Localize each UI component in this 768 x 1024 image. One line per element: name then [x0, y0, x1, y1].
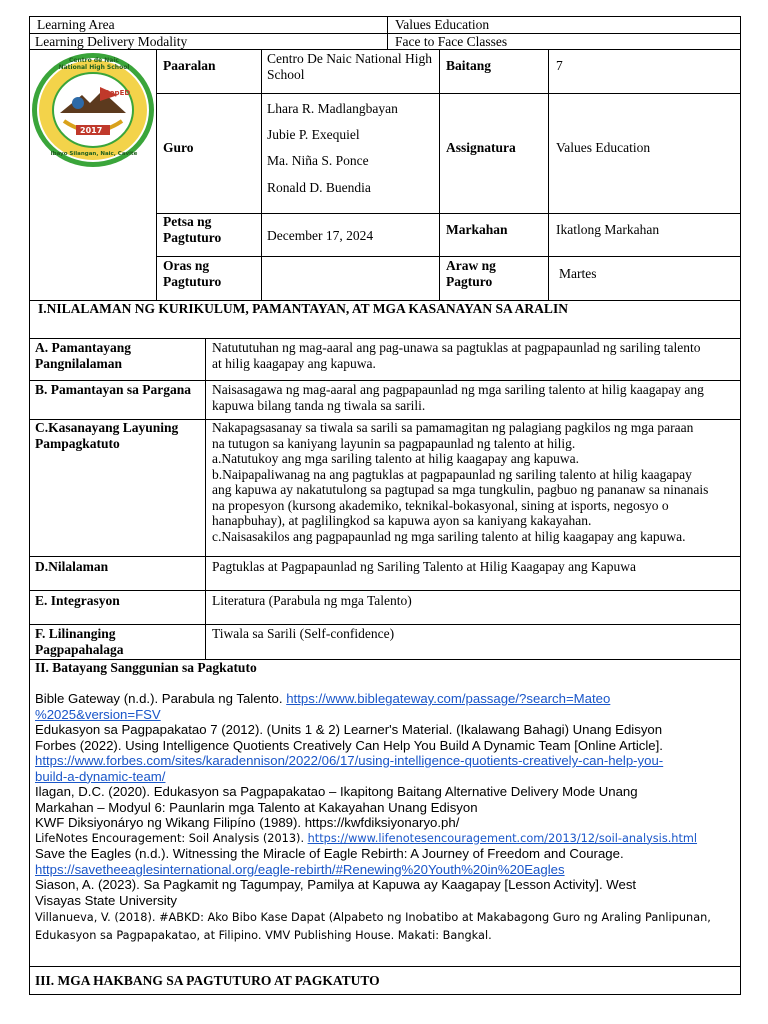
row-c-line: hanapbuhay), at paglilingkod sa kapuwa ayon sa kaniyang kakayahan. — [212, 513, 592, 528]
reference-link[interactable]: https://www.lifenotesencouragement.com/2013/12/soil-analysis.html — [307, 831, 698, 845]
learning-area-row — [29, 16, 741, 34]
school-value: Centro De Naic National High School — [267, 51, 432, 82]
row-b-label: B. Pamantayan sa Pargana — [35, 382, 192, 397]
section3-title: III. MGA HAKBANG SA PAGTUTURO AT PAGKATUTO — [35, 973, 380, 988]
logo-year: 2017 — [80, 126, 103, 135]
row-f-content: Tiwala sa Sarili (Self-confidence) — [212, 626, 395, 641]
learning-modality-value: Face to Face Classes — [395, 34, 508, 49]
learning-area-value: Values Education — [395, 17, 490, 32]
grade-label: Baitang — [446, 58, 492, 73]
row-d-content: Pagtuklas at Pagpapaunlad ng Sariling Talento at Hilig Kaagapay ang Kapuwa — [212, 559, 636, 574]
row-c-line: b.Naipapaliwanag na ang pagtuklas at pagpapaunlad ng sariling talento at hilig kaagapay — [212, 466, 692, 482]
row-a-label: A. Pamantayang Pangnilalaman — [35, 340, 132, 371]
learning-area-label: Learning Area — [37, 17, 115, 32]
quarter-value: Ikatlong Markahan — [556, 222, 660, 237]
reference-line: Visayas State University — [35, 892, 177, 908]
subject-value: Values Education — [556, 140, 651, 155]
row-b-line: Naisasagawa ng mag-aaral ang pagpapaunlad ng mga sariling talento at hilig kaagapay ang — [212, 382, 704, 397]
reference-line — [35, 769, 740, 785]
row-c-line: Nakapagsasanay sa tiwala sa sarili sa pamamagitan ng palagiang pagkilos ng mga paraan — [212, 420, 694, 435]
teacher-4: Ronald D. Buendia — [267, 180, 371, 195]
reference-line: Ilagan, D.C. (2020). Edukasyon sa Pagpapakatao – Ikapitong Baitang Alternative Delivery Mode Unang — [35, 784, 638, 799]
day-value: Martes — [559, 266, 597, 281]
row-c-label: C.Kasanayang Layuning Pampagkatuto — [35, 420, 179, 451]
row-a-content — [212, 340, 734, 372]
learning-modality-label: Learning Delivery Modality — [35, 34, 188, 49]
reference-line: Siason, A. (2023). Sa Pagkamit ng Tagumpay, Pamilya at Kapuwa ay Kaagapay [Lesson Activity]. West — [35, 877, 637, 892]
school-label: Paaralan — [163, 58, 216, 73]
section2-title: II. Batayang Sanggunian sa Pagkatuto — [35, 660, 257, 675]
teacher-label: Guro — [163, 140, 194, 155]
reference-line: Edukasyon sa Pagpapakatao 7 (2012). (Units 1 & 2) Learner's Material. (Ikalawang Bahagi) Unang Edisyon — [35, 722, 663, 737]
reference-link[interactable]: %2025&version=FSV — [35, 706, 161, 722]
quarter-label: Markahan — [446, 222, 508, 237]
logo-badge: DepED — [104, 89, 131, 97]
day-label: Araw ng Pagturo — [446, 258, 496, 289]
time-label: Oras ng Pagtuturo — [163, 258, 222, 289]
reference-line: Edukasyon sa Pagpapakatao, at Filipino. VMV Publishing House. Makati: Bangkal. — [35, 928, 492, 942]
row-c-content — [212, 420, 734, 544]
row-b-line: kapuwa bilang tanda ng tiwala sa sarili. — [212, 398, 426, 413]
grade-value: 7 — [556, 58, 563, 73]
logo-bottom-text: Ibayo Silangan, Naic, Cavite — [50, 151, 138, 157]
reference-line — [35, 707, 740, 723]
teacher-3: Ma. Niña S. Ponce — [267, 153, 369, 168]
row-c-line: c.Naisasakilos ang pagpapaunlad ng mga sariling talento at hilig kaagapay ang kapuwa. — [212, 528, 686, 544]
teacher-1: Lhara R. Madlangbayan — [267, 101, 398, 116]
row-a-line: Natututuhan ng mag-aaral ang pag-unawa sa pagtuklas at pagpapaunlad ng sariling talento — [212, 340, 701, 355]
row-f-label: F. Lilinanging Pagpapahalaga — [35, 626, 124, 657]
reference-line: Bible Gateway (n.d.). Parabula ng Talento. https://www.biblegateway.com/passage/?search=Mateo — [35, 691, 611, 706]
logo-top-text: Centro de Naic National High School — [58, 57, 130, 71]
section1-title: I.NILALAMAN NG KURIKULUM, PAMANTAYAN, AT MGA KASANAYAN SA ARALIN — [38, 301, 568, 316]
reference-line: KWF Diksiyonáryo ng Wikang Filipíno (1989). https://kwfdiksiyonaryo.ph/ — [35, 815, 460, 830]
row-c-line: na propesyon (kursong akademiko, teknikal-bokasyonal, sining at isports, negosyo o — [212, 497, 669, 513]
reference-link[interactable]: https://www.forbes.com/sites/karadennison/2022/06/17/using-intelligence-quotients-creatively-can-help-you- — [35, 753, 664, 768]
row-c-line: ang kapuwa ay nakatutulong sa pagtupad sa mga tungkulin, pagbuo ng pananaw sa ninanais — [212, 482, 709, 497]
teacher-2: Jubie P. Exequiel — [267, 127, 360, 142]
references-list — [35, 691, 740, 943]
date-label: Petsa ng Pagtuturo — [163, 214, 222, 245]
row-b-content — [212, 382, 734, 414]
date-value: December 17, 2024 — [267, 228, 374, 243]
reference-link[interactable]: https://savetheeaglesinternational.org/eagle-rebirth/#Renewing%20Youth%20in%20Eagles — [35, 861, 565, 877]
reference-line: Villanueva, V. (2018). #ABKD: Ako Bibo Kase Dapat (Alpabeto ng Inobatibo at Makabagong Guro ng Araling Panlipunan, — [35, 911, 711, 924]
reference-line: LifeNotes Encouragement: Soil Analysis (2013). https://www.lifenotesencouragement.com/2013/12/soil-analysis.html — [35, 831, 698, 845]
reference-line — [35, 753, 740, 769]
reference-link[interactable]: https://www.biblegateway.com/passage/?search=Mateo — [286, 691, 611, 706]
reference-line: Forbes (2022). Using Intelligence Quotients Creatively Can Help You Build A Dynamic Team [Online Article]. — [35, 737, 663, 753]
reference-line: Markahan – Modyul 6: Paunlarin mga Talento at Kakayahan Unang Edisyon — [35, 799, 478, 815]
row-d-label: D.Nilalaman — [35, 559, 109, 574]
row-a-line: at hilig kaagapay ang kapuwa. — [212, 356, 376, 371]
school-logo — [30, 51, 156, 169]
subject-label: Assignatura — [446, 140, 516, 155]
row-c-line: a.Natutukoy ang mga sariling talento at hilig kaagapay ang kapuwa. — [212, 451, 580, 466]
reference-link[interactable]: build-a-dynamic-team/ — [35, 768, 166, 784]
reference-line — [35, 862, 740, 878]
row-e-content: Literatura (Parabula ng mga Talento) — [212, 593, 412, 608]
row-c-line: na tutugon sa kaniyang layunin sa pagpapaunlad ng talento at hilig. — [212, 435, 576, 451]
reference-line: Save the Eagles (n.d.). Witnessing the Miracle of Eagle Rebirth: A Journey of Freedom and Courage. — [35, 846, 624, 861]
row-e-label: E. Integrasyon — [35, 593, 120, 608]
